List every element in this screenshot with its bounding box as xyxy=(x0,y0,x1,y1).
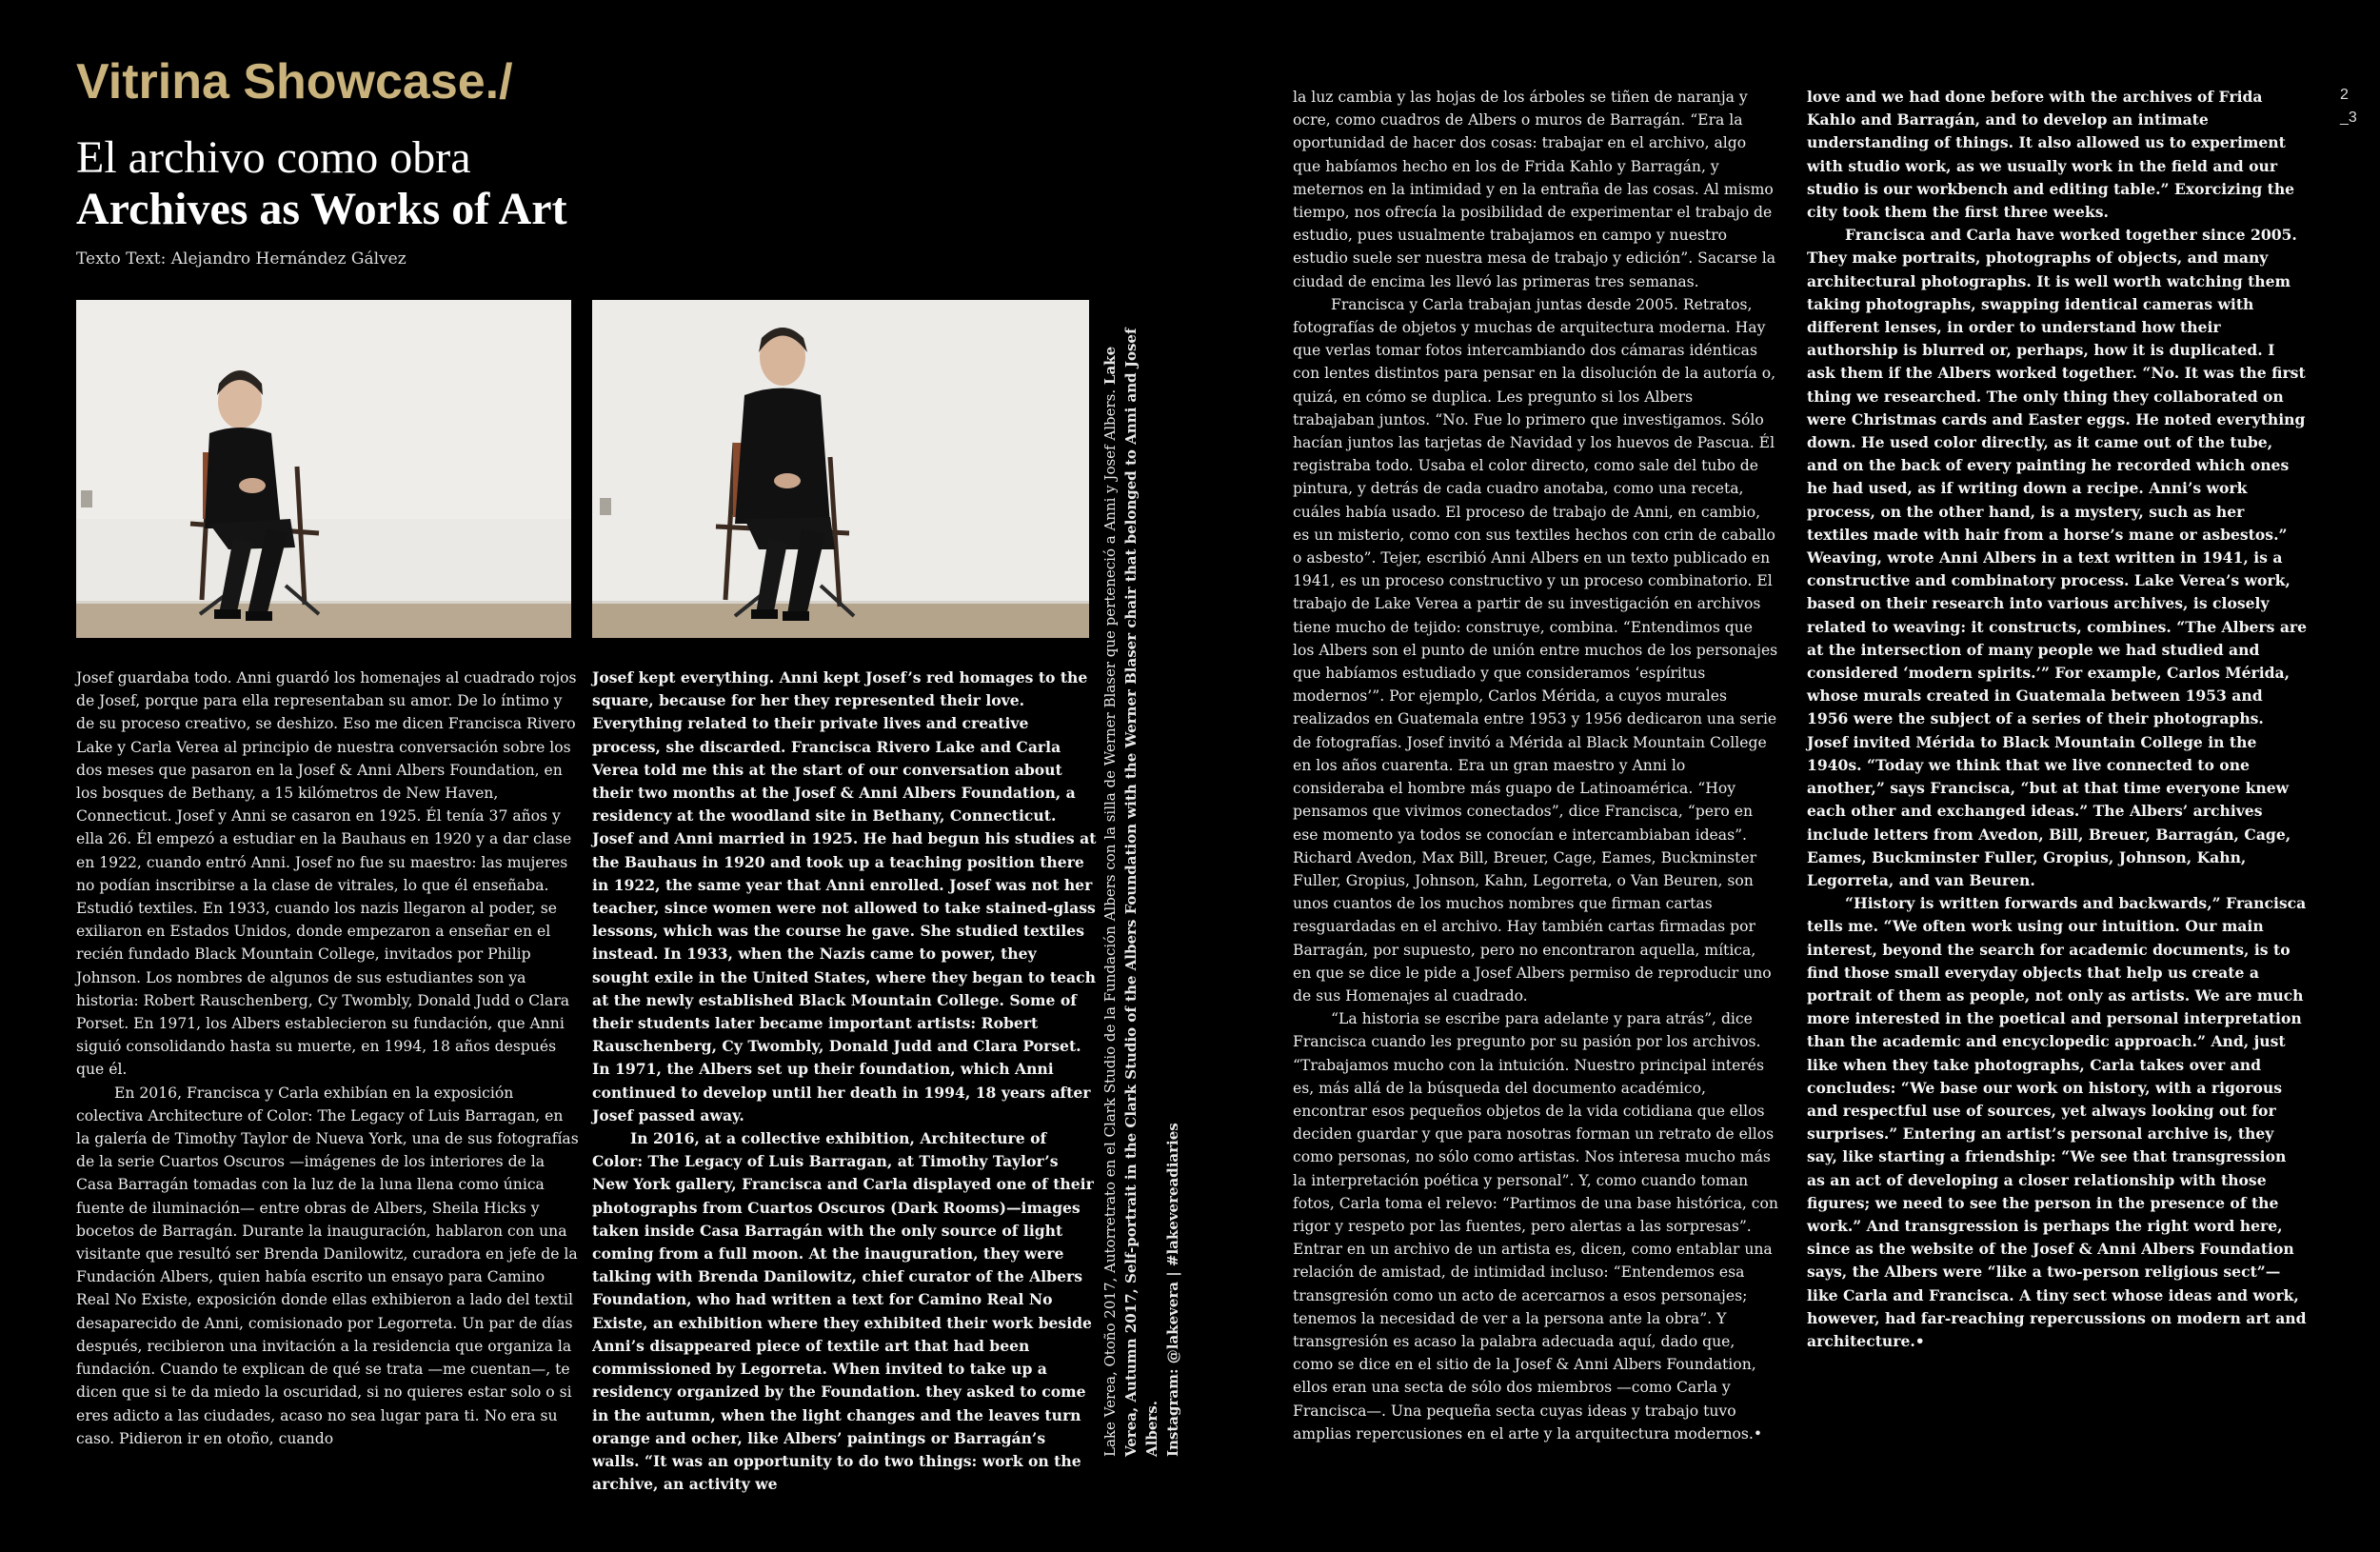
paragraph: Josef guardaba todo. Anni guardó los homenajes al cuadrado rojos de Josef, porque para ella representaban su amor. De lo íntimo y de su proceso creativo, se deshizo. Eso me dicen Francisca Rivero Lake y Carla Verea al principio de nuestra conversación sobre los dos meses que pasaron en la Josef & Anni Albers Foundation, en los bosques de Bethany, a 15 kilómetros de New Haven, Connecticut. Josef y Anni se casaron en 1925. Él tenía 37 años y ella 26. Él empezó a estudiar en la Bauhaus en 1920 y a dar clase en 1922, cuando entró Anni. Josef no fue su maestro: las mujeres no podían inscribirse a la clase de vitrales, lo que él enseñaba. Estudió textiles. En 1933, cuando los nazis llegaron al poder, se exiliaron en Estados Unidos, donde empezaron a enseñar en el recién fundado Black Mountain College, invitados por Philip Johnson. Los nombres de algunos de sus estudiantes son ya historia: Robert Rauschenberg, Cy Twombly, Donald Judd o Clara Porset. En 1971, los Albers establecieron su fundación, que Anni siguió consolidando hasta su muerte, en 1994, 18 años después que él. xyxy=(76,669,577,1079)
paragraph: “History is written forwards and backwards,” Francisca tells me. “We often work using our intuition. Our main interest, beyond the search for academic documents, is to find those small everyday objects that help us create a portrait of them as people, not only as artists. We are much more interested in the poetical and personal interpretation than the academic and encyclopedic approach.” And, just like when they take photographs, Carla takes over and concludes: “We base our work on history, with a rigorous and respectful use of sources, yet always looking out for surprises.” Entering an artist’s personal archive is, they say, like starting a friendship: “We see that transgression as an act of developing a closer relationship with those figures; we need to see the person in the presence of the work.” And transgression is perhaps the right word here, since as the website of the Josef & Anni Albers Foundation says, the Albers were “like a two-person religious sect”—like Carla and Francisca. A tiny sect whose ideas and work, however, had far-reaching repercussions on modern art and architecture.• xyxy=(1807,894,2307,1350)
portrait-photo-2-illustration xyxy=(592,300,1089,638)
column-english-right xyxy=(1807,86,2308,1457)
author-credit xyxy=(76,249,407,269)
paragraph: “La historia se escribe para adelante y para atrás”, dice Francisca cuando les pregunto por su pasión por los archivos. “Trabajamos mucho con la intuición. Nuestro principal interés es, más allá de la búsqueda del documento académico, encontrar esos pequeños objetos de la vida cotidiana que ellos deciden guardar y que para nosotras forman un retrato de ellos como personas, no sólo como artistas. Nos interesa mucho más la interpretación poética y personal”. Y, como cuando toman fotos, Carla toma el relevo: “Partimos de una base histórica, con rigor y respeto por las fuentes, pero alertas a las sorpresas”. Entrar en un archivo de un artista es, dicen, como entablar una relación de amistad, de intimidad incluso: “Entendemos esa transgresión como un acto de acercarnos a esos personajes; tenemos la necesidad de ver a la persona ante la obra”. Y transgresión es acaso la palabra adecuada aquí, dado que, como se dice en el sitio de la Josef & Anni Albers Foundation, ellos eran una secta de sólo dos miembros —como Carla y Francisca—. Una pequeña secta cuyas ideas y trabajo tuvo amplias repercusiones en el arte y la arquitectura modernos.• xyxy=(1293,1010,1778,1443)
title-english: Archives as Works of Art xyxy=(76,184,567,234)
paragraph: In 2016, at a collective exhibition, Architecture of Color: The Legacy of Luis Barragan, at Timothy Taylor’s New York gallery, Francisca and Carla displayed one of their photographs from Cuartos Oscuros (Dark Rooms)—images taken inside Casa Barragán with the only source of light coming from a full moon. At the inauguration, they were talking with Brenda Danilowitz, chief curator of the Albers Foundation, who had written a text for Camino Real No Existe, an exhibition where they exhibited their work beside Anni’s disappeared piece of textile art that had been commissioned by Legorreta. When invited to take up a residency organized by the Foundation. they asked to come in the autumn, when the light changes and the leaves turn orange and ocher, like Albers’ paintings or Barragán’s walls. “It was an opportunity to do two things: work on the archive, an activity we xyxy=(592,1129,1094,1494)
paragraph: Francisca y Carla trabajan juntas desde 2005. Retratos, fotografías de objetos y muchas de arquitectura moderna. Hay que verlas tomar fotos intercambiando dos cámaras idénticas con lentes distintos para pensar en la disolución de la autoría o, quizá, en cómo se duplica. Les pregunto si los Albers trabajaban juntos. “No. Fue lo primero que investigamos. Sólo hacían juntos las tarjetas de Navidad y los huevos de Pascua. Él registraba todo. Usaba el color directo, como sale del tubo de pintura, y detrás de cada cuadro anotaba, como una receta, cuáles había usado. El proceso de trabajo de Anni, en cambio, es un misterio, como con sus textiles hechos con crin de caballo o asbesto”. Tejer, escribió Anni Albers en un texto publicado en 1941, es un proceso constructivo y un proceso combinatorio. El trabajo de Lake Verea a partir de su investigación en archivos tiene mucho de tejido: construye, combina. “Entendimos que los Albers son el punto de unión entre muchos de los personajes que habíamos estudiado y que consideramos ‘espíritus modernos’”. Por ejemplo, Carlos Mérida, a cuyos murales realizados en Guatemala entre 1953 y 1956 dedicaron una serie de fotografías. Josef invitó a Mérida al Black Mountain College en los años cuarenta. Era un gran maestro y Anni lo consideraba el hombre más guapo de Latinoamérica. “Hoy pensamos que vivimos conectados”, dice Francisca, “pero en ese momento ya todos se conocían e intercambiaban ideas”. Richard Avedon, Max Bill, Breuer, Cage, Eames, Buckminster Fuller, Gropius, Johnson, Kahn, Legorreta, o Van Beuren, son unos cuantos de los muchos nombres que firman cartas resguardadas en el archivo. Hay también cartas firmadas por Barragán, por supuesto, pero no encontraron aquella, mítica, en que se dice le pide a Josef Albers permiso de reproducir uno de sus Homenajes al cuadrado. xyxy=(1293,295,1778,1005)
page-number: _3 xyxy=(2340,109,2357,126)
section-label: Vitrina Showcase./ xyxy=(76,54,513,109)
portrait-photo-1 xyxy=(76,300,571,638)
column-spanish-left xyxy=(76,667,579,1457)
title-spanish: El archivo como obra xyxy=(76,132,471,183)
column-spanish-right xyxy=(1293,86,1778,1457)
credit-label: Texto Text: xyxy=(76,249,167,269)
paragraph: love and we had done before with the archives of Frida Kahlo and Barragán, and to develop an intimate understanding of things. It also allowed us to experiment with studio work, as we usually work in the field and our studio is our workbench and editing table.” Exorcizing the city took them the first three weeks. xyxy=(1807,88,2295,222)
paragraph: Francisca and Carla have worked together since 2005. They make portraits, photographs of objects, and many architectural photographs. It is well worth watching them taking photographs, swapping identical cameras with different lenses, in order to understand how their authorship is blurred or, perhaps, how it is duplicated. I ask them if the Albers worked together. “No. It was the first thing we researched. The only thing they collaborated on were Christmas cards and Easter eggs. He noted everything down. He used color directly, as it came out of the tube, and on the back of every painting he recorded which ones he had used, as if writing down a recipe. Anni’s work process, on the other hand, is a mystery, such as her textiles made with hair from a horse’s mane or asbestos.” Weaving, wrote Anni Albers in a text written in 1941, is a constructive and combinatory process. Lake Verea’s work, based on their research into various archives, is closely related to weaving: it constructs, combines. “The Albers are at the intersection of many people we had studied and considered ‘modern spirits.’” For example, Carlos Mérida, whose murals created in Guatemala between 1953 and 1956 were the subject of a series of their photographs. Josef invited Mérida to Black Mountain College in the 1940s. “Today we think that we live connected to one another,” says Francisca, “but at that time everyone knew each other and exchanged ideas.” The Albers’ archives include letters from Avedon, Bill, Breuer, Barragán, Cage, Eames, Buckminster Fuller, Gropius, Johnson, Kahn, Legorreta, and van Beuren. xyxy=(1807,226,2308,889)
paragraph: la luz cambia y las hojas de los árboles se tiñen de naranja y ocre, como cuadros de Albers o muros de Barragán. “Era la oportunidad de hacer dos cosas: trabajar en el archivo, algo que habíamos hecho en los de Frida Kahlo y Barragán, y meternos en la intimidad y en la entraña de las cosas. Al mismo tiempo, nos ofrecía la posibilidad de experimentar el trabajo de estudio, pues usualmente trabajamos en campo y nuestro estudio suele ser nuestra mesa de trabajo y edición”. Sacarse la ciudad de encima les llevó las primeras tres semanas. xyxy=(1293,89,1776,290)
caption-english: Lake Verea, Autumn 2017, Self-portrait in the Clark Studio of the Albers Foundation with the Werner Blaser chair that belonged to Anni and Josef Albers. xyxy=(1101,328,1160,1457)
portrait-photo-1-illustration xyxy=(76,300,571,638)
paragraph: En 2016, Francisca y Carla exhibían en la exposición colectiva Architecture of Color: The Legacy of Luis Barragan, en la galería de Timothy Taylor de Nueva York, una de sus fotografías de la serie Cuartos Oscuros —imágenes de los interiores de la Casa Barragán tomadas con la luz de la luna llena como única fuente de iluminación— entre obras de Albers, Sheila Hicks y bocetos de Barragán. Durante la inauguración, hablaron con una visitante que resultó ser Brenda Danilowitz, curadora en jefe de la Fundación Albers, quien había escrito un ensayo para Camino Real No Existe, exposición donde ellas exhibieron a lado del textil desaparecido de Anni, comisionado por Legorreta. Un par de días después, recibieron una invitación a la residencia que organiza la fundación. Cuando te explican de qué se trata —me cuentan—, te dicen que si te da miedo la oscuridad, si no quieres estar solo o si eres adicto a las ciudades, acaso no sea lugar para ti. No era su caso. Pidieron ir en otoño, cuando xyxy=(76,1084,579,1447)
photo-caption xyxy=(1100,305,1181,1457)
page-number: 2 xyxy=(2340,87,2349,103)
credit-author: Alejandro Hernández Gálvez xyxy=(170,249,407,269)
column-english-left xyxy=(592,667,1097,1494)
portrait-photo-2 xyxy=(592,300,1089,638)
paragraph: Josef kept everything. Anni kept Josef’s red homages to the square, because for her they represented their love. Everything related to their private lives and creative process, she discarded. Francisca Rivero Lake and Carla Verea told me this at the start of our conversation about their two months at the Josef & Anni Albers Foundation, a residency at the woodland site in Bethany, Connecticut. Josef and Anni married in 1925. He had begun his studies at the Bauhaus in 1920 and took up a teaching position there in 1922, the same year that Anni enrolled. Josef was not her teacher, since women were not allowed to take stained-glass lessons, which was the course he gave. She studied textiles instead. In 1933, when the Nazis came to power, they sought exile in the United States, where they began to teach at the newly established Black Mountain College. Some of their students later became important artists: Robert Rauschenberg, Cy Twombly, Donald Judd and Clara Porset. In 1971, the Albers set up their foundation, which Anni continued to develop until her death in 1994, 18 years after Josef passed away. xyxy=(592,668,1097,1124)
caption-spanish: Lake Verea, Otoño 2017, Autorretrato en el Clark Studio de la Fundación Albers con la silla de Werner Blaser que perteneció a Anni y Josef Albers. xyxy=(1101,388,1119,1457)
page-numbers xyxy=(2340,84,2357,129)
caption-instagram: Instagram: @lakevera | #lakevereadiaries xyxy=(1164,1123,1181,1457)
